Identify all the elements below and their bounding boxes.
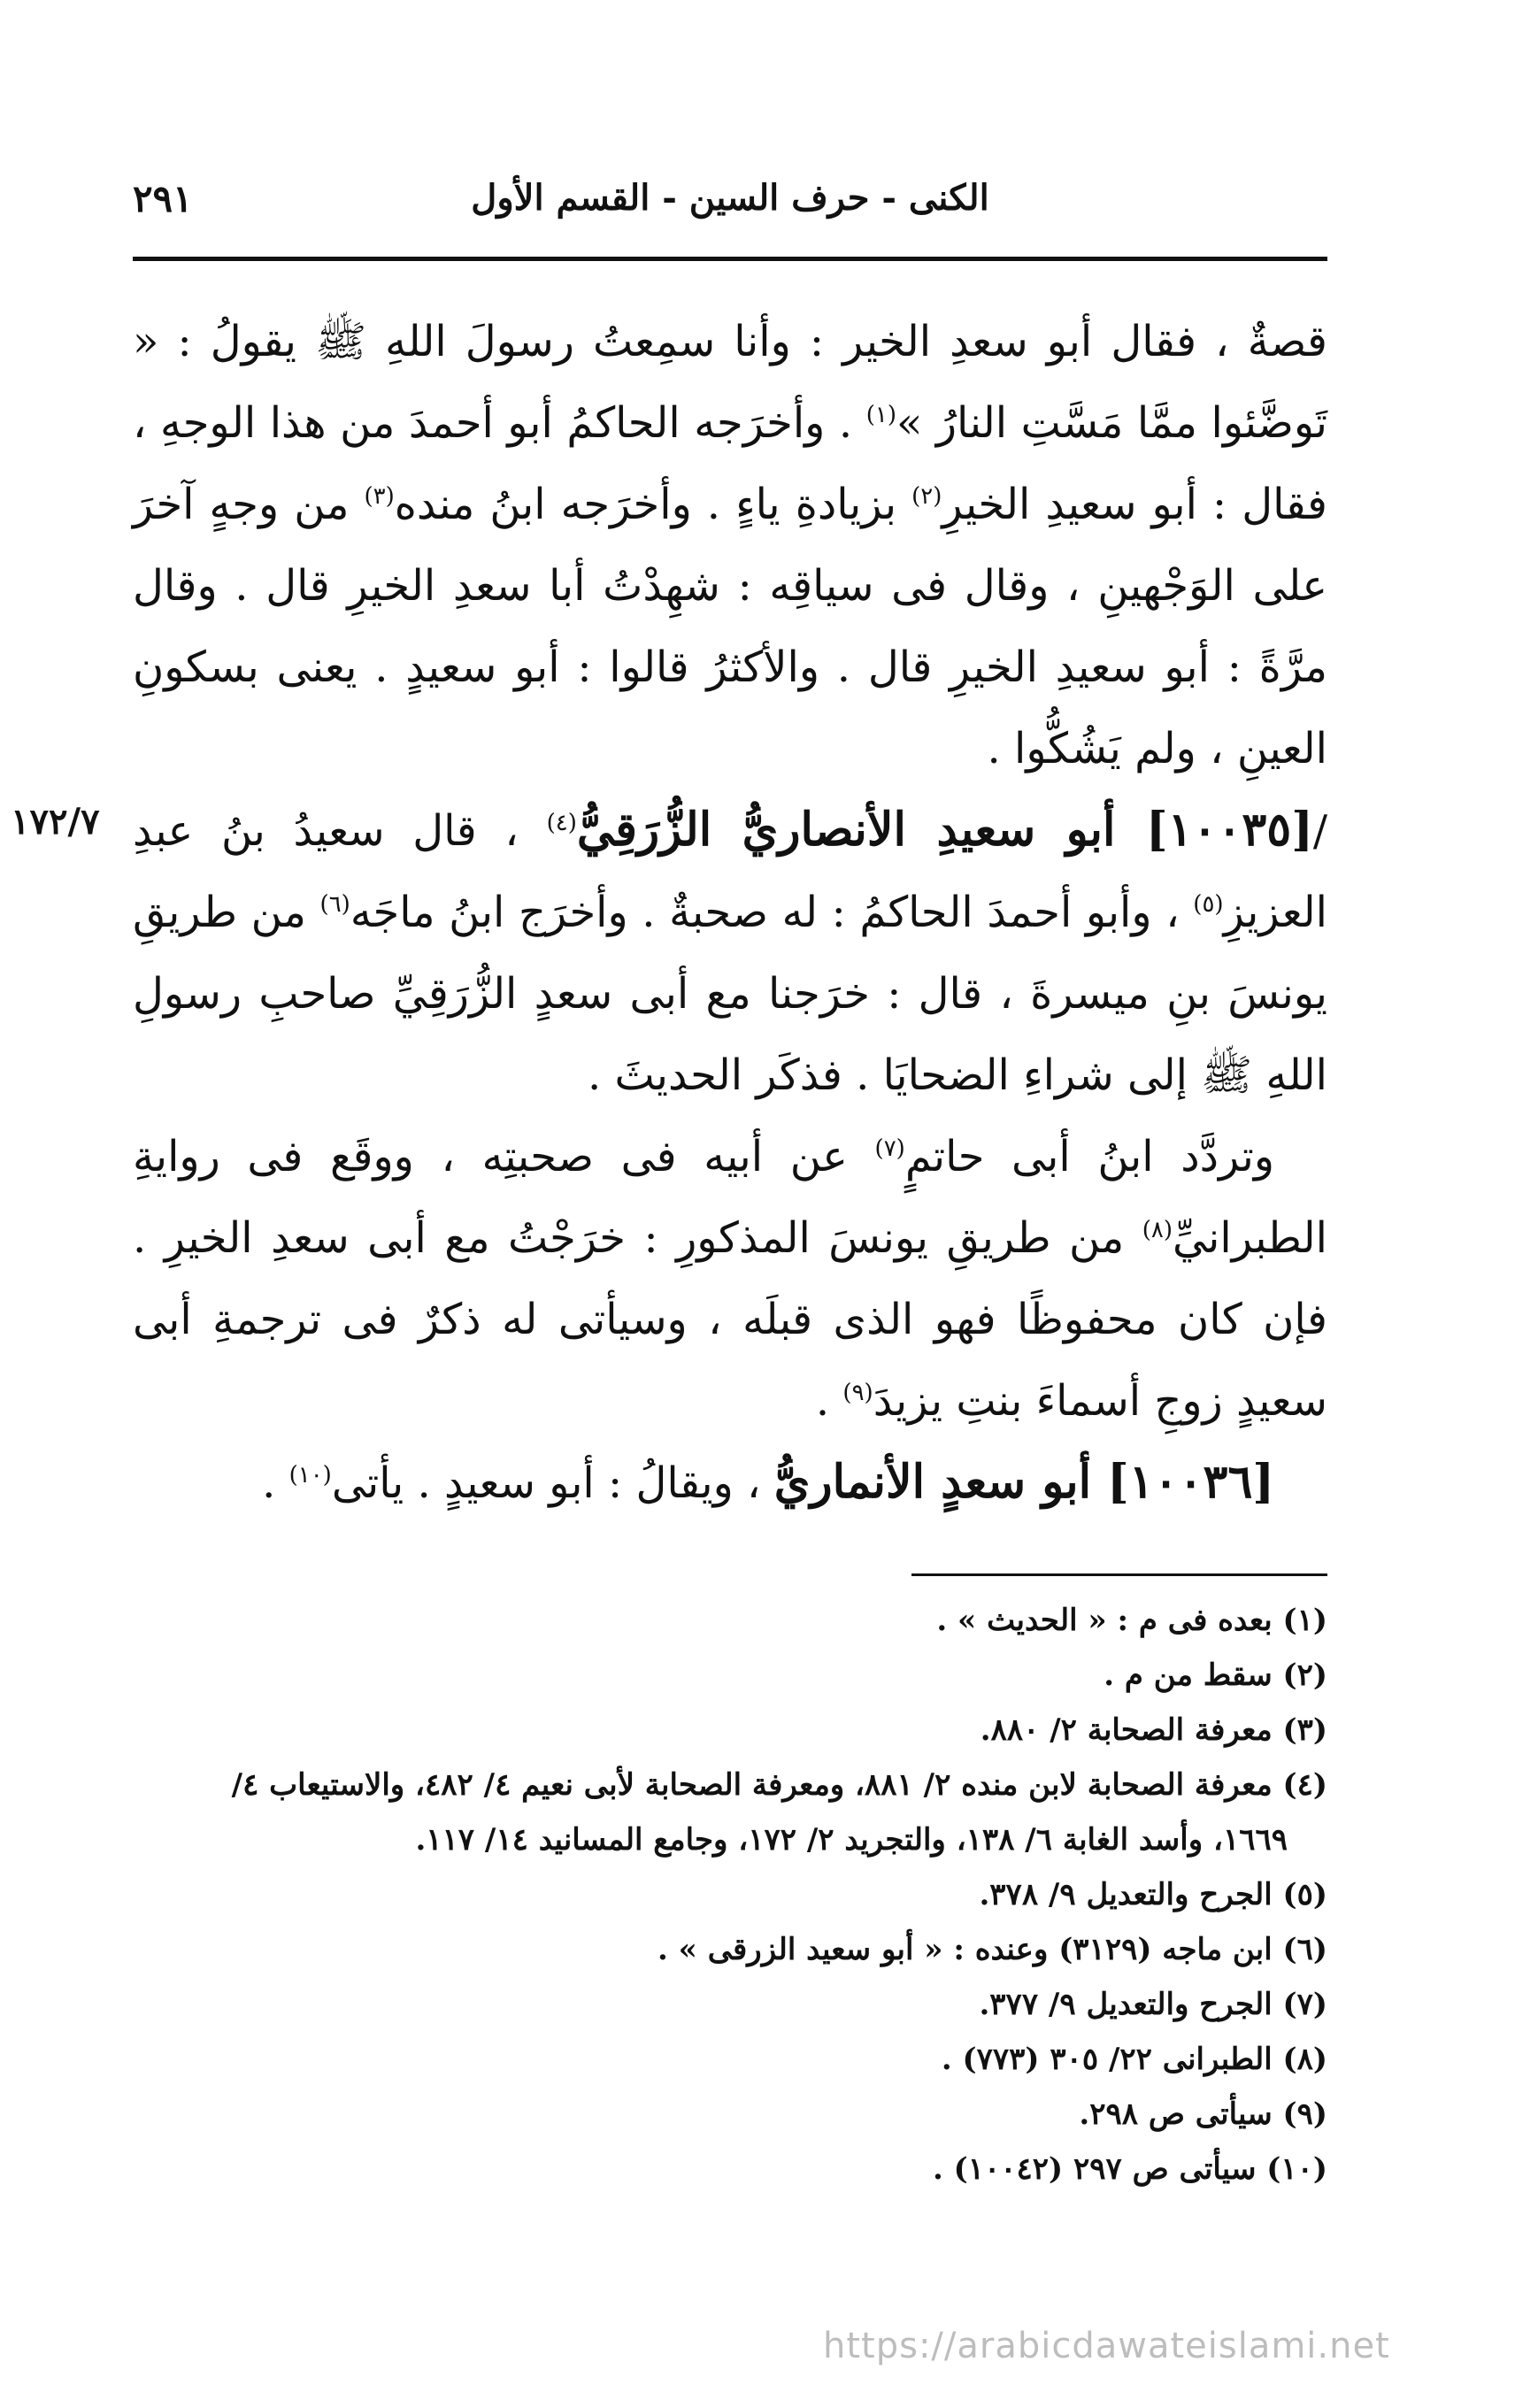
paragraph-2 <box>133 1116 1327 1442</box>
margin-volume-page-note: ١٧٢/٧ <box>11 801 100 842</box>
footnote-10: (١٠) سيأتى ص ٢٩٧ (١٠٠٤٢) . <box>932 2151 1327 2187</box>
text-line: من وجهٍ آخرَ على الوَجْهينِ ، وقال فى <box>133 480 1328 611</box>
text-line: قالوا : أبو سعيدٍ . يعنى بسكونِ العينِ ، ولم يَشُكُّوا . <box>133 642 1327 773</box>
footnote-marker-9[interactable]: (٩) <box>842 1380 873 1406</box>
footnote-7: (٧) الجرح والتعديل ٩/ ٣٧٧. <box>979 1987 1327 2022</box>
footnote-marker-3[interactable]: (٣) <box>364 483 395 510</box>
entry-number: [١٠٠٣٦] <box>1107 1455 1274 1509</box>
footnote-marker-10[interactable]: (١٠) <box>288 1462 332 1489</box>
text-line: الخيرِ <box>942 480 1031 529</box>
header-rule <box>133 257 1327 261</box>
entry-text: الضحايَا . فذكَر الحديثَ . <box>587 1050 1010 1100</box>
footnote-4-continued: ١٦٦٩، وأسد الغابة ٦/ ١٣٨، والتجريد ٢/ ١٧٢، وجامع المسانيد ١٤/ ١١٧. <box>415 1822 1288 1858</box>
entry-text: من طريقِ يونسَ بنِ <box>133 888 1327 1019</box>
text-line: قصةٌ ، فقال أبو سعدِ الخير : وأنا سمِعتُ رسولَ اللهِ ﷺ يقولُ : « تَوضَّئوا ممَّا <box>133 317 1328 448</box>
page-header <box>133 177 1327 239</box>
text-line: من طريقِ يونسَ المذكورِ : خرَجْتُ مع أبى سعدِ الخيرِ . فإن كان محفوظًا فهو الذى قبلَه ، وسيأتى له ذكرٌ فى ترجمةِ أبى سعيدٍ زوجِ أسماءَ بنتِ يزيدَ <box>133 1213 1327 1426</box>
entry-10035 <box>133 789 1327 1116</box>
footnote-rule <box>911 1573 1327 1576</box>
footnote-5: (٥) الجرح والتعديل ٩/ ٣٧٨. <box>979 1877 1327 1912</box>
text-line: . <box>815 1376 843 1426</box>
text-line: عن أبيه فى صحبتِه ، ووقَع فى روايةِ الطبرانيِّ <box>133 1132 1327 1263</box>
entry-number: [١٠٠٣٥] <box>1145 803 1313 857</box>
footnote-marker-2[interactable]: (٢) <box>911 483 942 510</box>
footnote-3: (٣) معرفة الصحابة ٢/ ٨٨٠. <box>980 1712 1327 1748</box>
entry-text: ، <box>1165 888 1194 937</box>
footnote-6: (٦) ابن ماجه (٣١٢٩) وعنده : « أبو سعيد الزرقى » . <box>657 1932 1327 1967</box>
text-line: وتردَّد ابنُ أبى حاتمٍ <box>904 1132 1275 1181</box>
watermark-url: https://arabicdawateislami.net <box>823 2326 1390 2366</box>
footnote-1: (١) بعده فى م : « الحديث » . <box>936 1603 1327 1638</box>
page-number: ٢٩١ <box>133 177 193 220</box>
text-line: مَسَّتِ النارُ » <box>896 398 1124 448</box>
footnote-marker-5[interactable]: (٥) <box>1193 891 1224 918</box>
text-line: سياقِه : شهِدْتُ أبا سعدِ الخيرِ قال . وقال مرَّةً : أبو سعيدِ الخيرِ قال . والأكثرُ <box>133 561 1328 692</box>
entry-text: ، قال سعيدُ بنُ عبدِ العزيزِ <box>133 806 1328 937</box>
footnote-marker-6[interactable]: (٦) <box>319 891 350 918</box>
footnote-2: (٢) سقط من م . <box>1104 1658 1327 1693</box>
entry-10036 <box>133 1442 1327 1524</box>
running-title: الكنى - حرف السين - القسم الأول <box>471 177 989 219</box>
footnote-9: (٩) سيأتى ص ٢٩٨. <box>1079 2096 1327 2132</box>
entry-name: أبو سعدٍ الأنماريُّ <box>773 1455 1108 1509</box>
footnote-8: (٨) الطبرانى ٢٢/ ٣٠٥ (٧٧٣) . <box>941 2042 1327 2077</box>
entry-text: وأبو أحمدَ الحاكمُ : له صحبةٌ . وأخرَج ابنُ ماجَه <box>350 888 1152 937</box>
paragraph-1 <box>133 301 1327 789</box>
footnote-marker-1[interactable]: (١) <box>865 402 896 428</box>
entry-text: ميسرةَ ، قال : خرَجنا مع أبى سعدٍ الزُّرَقِيِّ صاحبِ رسولِ اللهِ ﷺ إلى شراءِ <box>133 969 1327 1100</box>
footnotes <box>133 1593 1327 2196</box>
footnote-marker-4[interactable]: (٤) <box>546 810 577 836</box>
entry-name: أبو سعيدِ الأنصاريُّ الزُّرَقِيُّ <box>576 803 1146 857</box>
entry-text: . <box>262 1458 289 1508</box>
footnote-marker-8[interactable]: (٨) <box>1142 1217 1173 1243</box>
entry-text: ، ويقالُ : أبو سعيدٍ . يأتى <box>331 1458 774 1508</box>
page-marker-slash: / <box>1312 806 1327 856</box>
text-line: . وأخرَجه الحاكمُ أبو أحمدَ من هذا الوجهِ ، فقال : أبو سعيدِ <box>133 398 1327 529</box>
footnote-marker-7[interactable]: (٧) <box>874 1135 905 1162</box>
text-line: بزيادةِ ياءٍ . وأخرَجه ابنُ منده <box>394 480 912 529</box>
main-text <box>133 301 1327 1524</box>
footnote-4: (٤) معرفة الصحابة لابن منده ٢/ ٨٨١، ومعرفة الصحابة لأبى نعيم ٤/ ٤٨٢، والاستيعاب ٤/ <box>231 1767 1327 1803</box>
